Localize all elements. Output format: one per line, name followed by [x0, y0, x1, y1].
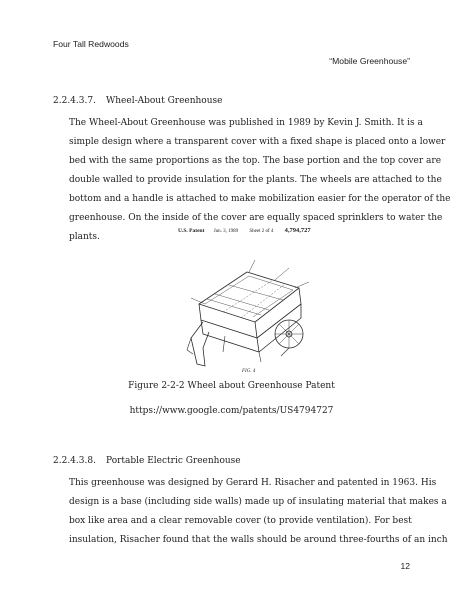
patent-number: 4,794,727	[284, 227, 311, 234]
section-title: Portable Electric Greenhouse	[106, 456, 241, 466]
patent-date: Jun. 3, 1989	[213, 229, 239, 234]
header-right: “Mobile Greenhouse”	[329, 56, 410, 66]
figure-source-link[interactable]: https://www.google.com/patents/US4794727	[129, 406, 334, 416]
patent-header	[178, 227, 311, 234]
patent-sheet: Sheet 2 of 4	[249, 229, 274, 234]
patent-label: U.S. Patent	[178, 228, 205, 234]
paragraph-line: simple design where a transparent cover with a fixed shape is placed onto a lower	[69, 137, 446, 147]
header-left: Four Tall Redwoods	[53, 39, 129, 49]
figure-label: FIG. 4	[242, 369, 256, 374]
section-title: Wheel-About Greenhouse	[106, 96, 223, 106]
paragraph-line: design is a base (including side walls) made up of insulating material that makes a	[69, 497, 447, 507]
figure-caption: Figure 2-2-2 Wheel about Greenhouse Patent	[128, 381, 335, 391]
paragraph-line: double walled to provide insulation for the plants. The wheels are attached to the	[69, 175, 442, 185]
patent-drawing	[185, 252, 315, 376]
paragraph-line: insulation, Risacher found that the walls should be around three-fourths of an inch	[69, 535, 448, 545]
section-number: 2.2.4.3.7.	[53, 96, 96, 106]
paragraph-line: This greenhouse was designed by Gerard H. Risacher and patented in 1963. His	[69, 478, 437, 488]
section-paragraph	[69, 474, 448, 550]
page-number: 12	[400, 561, 410, 571]
paragraph-line: bed with the same proportions as the top. The base portion and the top cover are	[69, 156, 442, 166]
paragraph-line: greenhouse. On the inside of the cover are equally spaced sprinklers to water the	[69, 213, 443, 223]
paragraph-line: The Wheel-About Greenhouse was published in 1989 by Kevin J. Smith. It is a	[69, 118, 423, 128]
paragraph-line: plants.	[69, 232, 100, 242]
paragraph-line: bottom and a handle is attached to make mobilization easier for the operator of the	[69, 194, 451, 204]
section-number: 2.2.4.3.8.	[53, 456, 96, 466]
paragraph-line: box like area and a clear removable cover (to provide ventilation). For best	[69, 516, 412, 526]
